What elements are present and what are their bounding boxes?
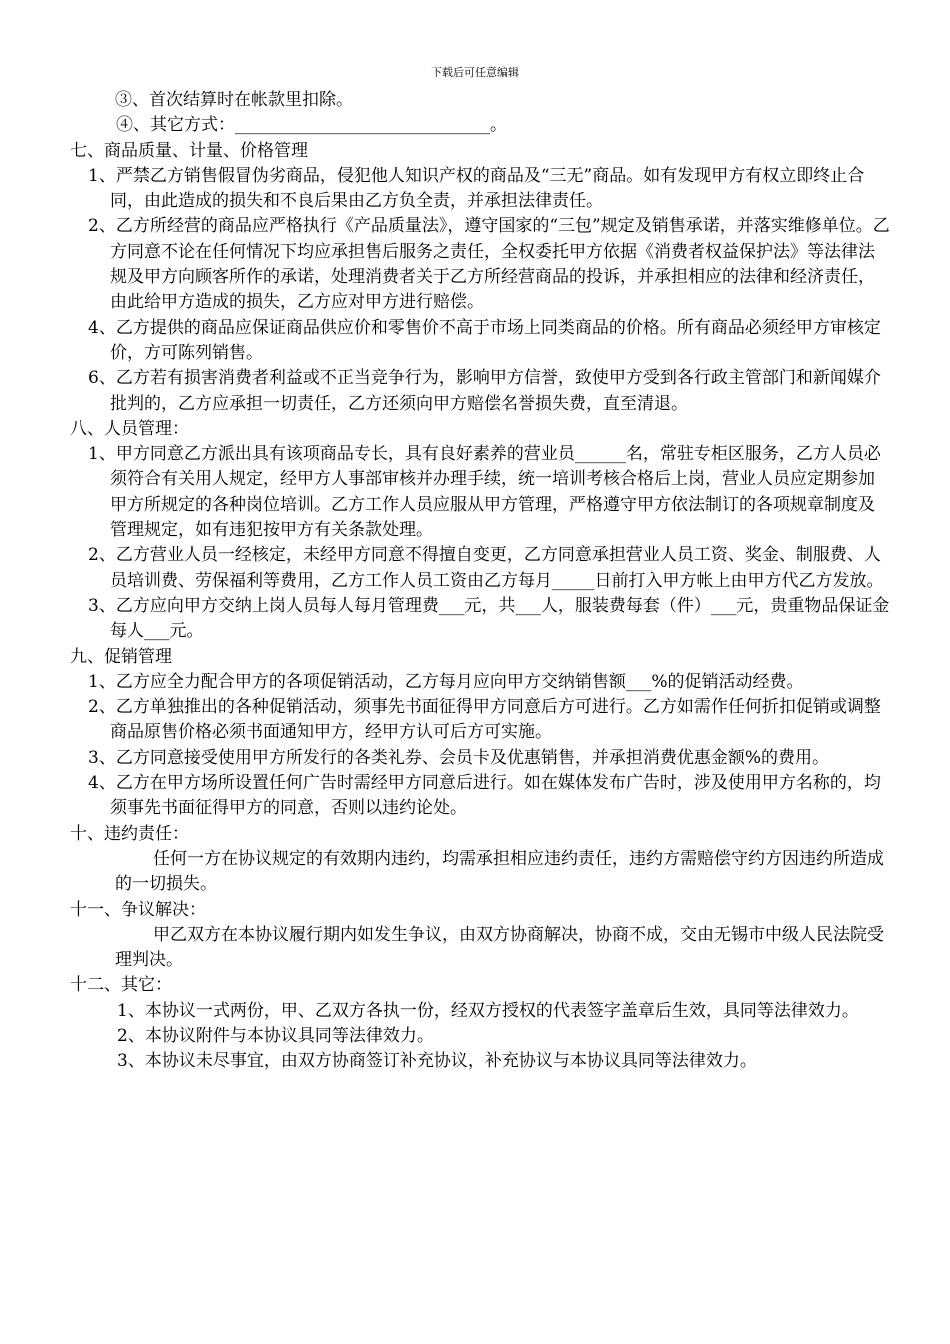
section-8-item-2: 2、乙方营业人员一经核定，未经甲方同意不得擅自变更，乙方同意承担营业人员工资、奖金、制服费、人员培训费、劳保福利等费用，乙方工作人员工资由乙方每月_____日前打入甲方帐上由甲方代乙方发放。: [88, 545, 884, 591]
section-12-heading: 十二、其它：: [70, 975, 172, 996]
section-12-item-2: 2、本协议附件与本协议具同等法律效力。: [117, 1025, 434, 1046]
section-7-item-1: 1、严禁乙方销售假冒伪劣商品，侵犯他人知识产权的商品及“三无”商品。如有发现甲方有权立即终止合同，由此造成的损失和不良后果由乙方负全责，并承担法律责任。: [88, 165, 865, 212]
document-body: [70, 88, 890, 1075]
section-10-heading: 十、违约责任：: [70, 823, 189, 844]
section-11-body: 甲乙双方在本协议履行期内如发生争议，由双方协商解决，协商不成，交由无锡市中级人民法院受理判决。: [115, 924, 884, 971]
section-7-item-2: 2、乙方所经营的商品应严格执行《产品质量法》，遵守国家的“三包”规定及销售承诺，并落实维修单位。乙方同意不论在任何情况下均应承担售后服务之责任，全权委托甲方依据《消费者权益保护法》等法律法规及甲方向顾客所作的承诺，处理消费者关于乙方所经营商品的投诉，并承担相应的法律和经济责任，由此给甲方造成的损失，乙方应对甲方进行赔偿。: [88, 216, 890, 313]
payment-method-4: ④、其它方式：______________________________。: [116, 115, 507, 136]
section-10-body: 任何一方在协议规定的有效期内违约，均需承担相应违约责任，违约方需赔偿守约方因违约所造成的一切损失。: [115, 848, 884, 895]
section-11-heading: 十一、争议解决：: [70, 899, 206, 920]
section-8-item-3: 3、乙方应向甲方交纳上岗人员每人每月管理费___元，共___人，服装费每套（件）___元，贵重物品保证金每人___元。: [88, 595, 890, 642]
payment-method-3: ③、首次结算时在帐款里扣除。: [115, 90, 353, 110]
section-8-item-1: 1、甲方同意乙方派出具有该项商品专长，具有良好素养的营业员______名，常驻专柜区服务，乙方人员必须符合有关用人规定，经甲方人事部审核并办理手续，统一培训考核合格后上岗，营业人员应定期参加甲方所规定的各种岗位培训。乙方工作人员应服从甲方管理，严格遵守甲方依法制订的各项规章制度及管理规定，如有违犯按甲方有关条款处理。: [88, 444, 881, 541]
section-9-item-2: 2、乙方单独推出的各种促销活动，须事先书面征得甲方同意后方可进行。乙方如需作任何折扣促销或调整商品原售价格必须书面通知甲方，经甲方认可后方可实施。: [88, 697, 881, 743]
page-header-note: 下载后可任意编辑: [431, 66, 519, 79]
section-7-item-4: 4、乙方提供的商品应保证商品供应价和零售价不高于市场上同类商品的价格。所有商品必须经甲方审核定价，方可陈列销售。: [88, 317, 881, 363]
section-9-item-1: 1、乙方应全力配合甲方的各项促销活动，乙方每月应向甲方交纳销售额___%的促销活动经费。: [88, 671, 804, 692]
section-12-item-1: 1、本协议一式两份，甲、乙双方各执一份，经双方授权的代表签字盖章后生效，具同等法律效力。: [117, 1000, 859, 1021]
section-8-heading: 八、人员管理：: [70, 418, 189, 439]
section-12-item-3: 3、本协议未尽事宜，由双方协商签订补充协议，补充协议与本协议具同等法律效力。: [117, 1051, 757, 1072]
section-7-heading: 七、商品质量、计量、价格管理: [70, 140, 308, 161]
section-7-item-6: 6、乙方若有损害消费者利益或不正当竞争行为，影响甲方信誉，致使甲方受到各行政主管部门和新闻媒介批判的，乙方应承担一切责任，乙方还须向甲方赔偿名誉损失费，直至清退。: [88, 368, 881, 414]
section-9-heading: 九、促销管理: [70, 646, 172, 667]
section-9-item-3: 3、乙方同意接受使用甲方所发行的各类礼券、会员卡及优惠销售，并承担消费优惠金额%的费用。: [88, 747, 829, 768]
section-9-item-4: 4、乙方在甲方场所设置任何广告时需经甲方同意后进行。如在媒体发布广告时，涉及使用甲方名称的，均须事先书面征得甲方的同意，否则以违约论处。: [88, 773, 881, 819]
